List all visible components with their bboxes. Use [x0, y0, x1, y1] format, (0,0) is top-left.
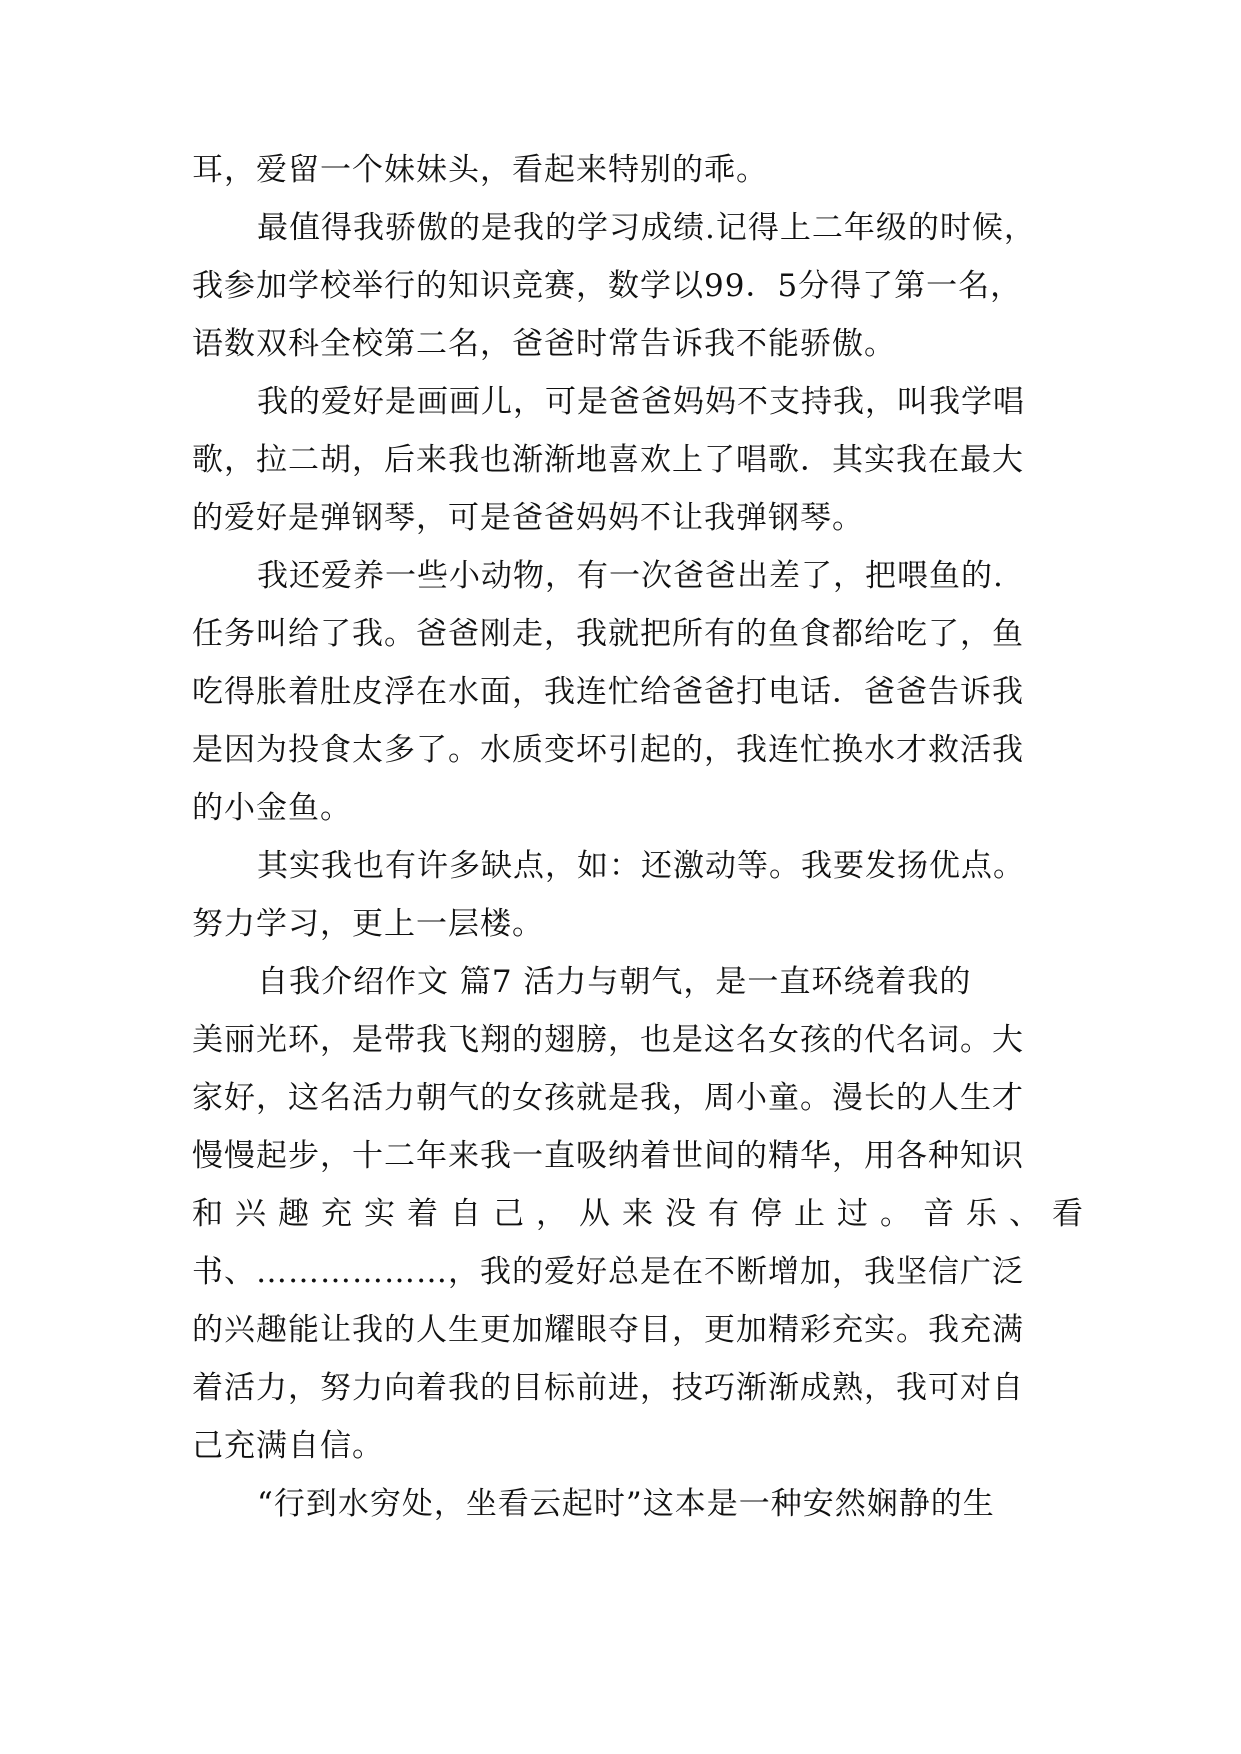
text-line: 美丽光环，是带我飞翔的翅膀，也是这名女孩的代名词。大 — [192, 1022, 1024, 1058]
text-line: 和兴趣充实着自己，从来没有停止过。音乐、看 — [192, 1196, 1095, 1232]
text-line: 歌，拉二胡，后来我也渐渐地喜欢上了唱歌．其实我在最大 — [192, 442, 1024, 478]
text-line: 耳，爱留一个妹妹头，看起来特别的乖。 — [192, 152, 768, 188]
text-line: 慢慢起步，十二年来我一直吸纳着世间的精华，用各种知识 — [192, 1138, 1024, 1174]
text-line: “行到水穷处，坐看云起时”这本是一种安然娴静的生 — [257, 1486, 995, 1522]
text-line: 是因为投食太多了。水质变坏引起的，我连忙换水才救活我 — [192, 732, 1024, 768]
text-line: 书、………………，我的爱好总是在不断增加，我坚信广泛 — [192, 1254, 1024, 1290]
text-line: 家好，这名活力朝气的女孩就是我，周小童。漫长的人生才 — [192, 1080, 1024, 1116]
text-line: 努力学习，更上一层楼。 — [192, 906, 544, 942]
text-line: 着活力，努力向着我的目标前进，技巧渐渐成熟，我可对自 — [192, 1370, 1024, 1406]
text-line: 吃得胀着肚皮浮在水面，我连忙给爸爸打电话．爸爸告诉我 — [192, 674, 1024, 710]
text-line: 的爱好是弹钢琴，可是爸爸妈妈不让我弹钢琴。 — [192, 500, 864, 536]
text-line: 己充满自信。 — [192, 1428, 384, 1464]
text-line: 其实我也有许多缺点，如：还激动等。我要发扬优点。 — [257, 848, 1025, 884]
text-line: 的兴趣能让我的人生更加耀眼夺目，更加精彩充实。我充满 — [192, 1312, 1024, 1348]
text-line: 我的爱好是画画儿，可是爸爸妈妈不支持我，叫我学唱 — [257, 384, 1025, 420]
text-line: 任务叫给了我。爸爸刚走，我就把所有的鱼食都给吃了，鱼 — [192, 616, 1024, 652]
text-line: 的小金鱼。 — [192, 790, 352, 826]
text-line: 我还爱养一些小动物，有一次爸爸出差了，把喂鱼的. — [257, 558, 1004, 594]
text-line: 最值得我骄傲的是我的学习成绩.记得上二年级的时候， — [257, 210, 1036, 246]
text-line: 语数双科全校第二名，爸爸时常告诉我不能骄傲。 — [192, 326, 896, 362]
text-line: 我参加学校举行的知识竞赛，数学以99．5分得了第一名， — [192, 268, 1023, 304]
text-line: 自我介绍作文 篇7 活力与朝气，是一直环绕着我的 — [257, 964, 972, 1000]
